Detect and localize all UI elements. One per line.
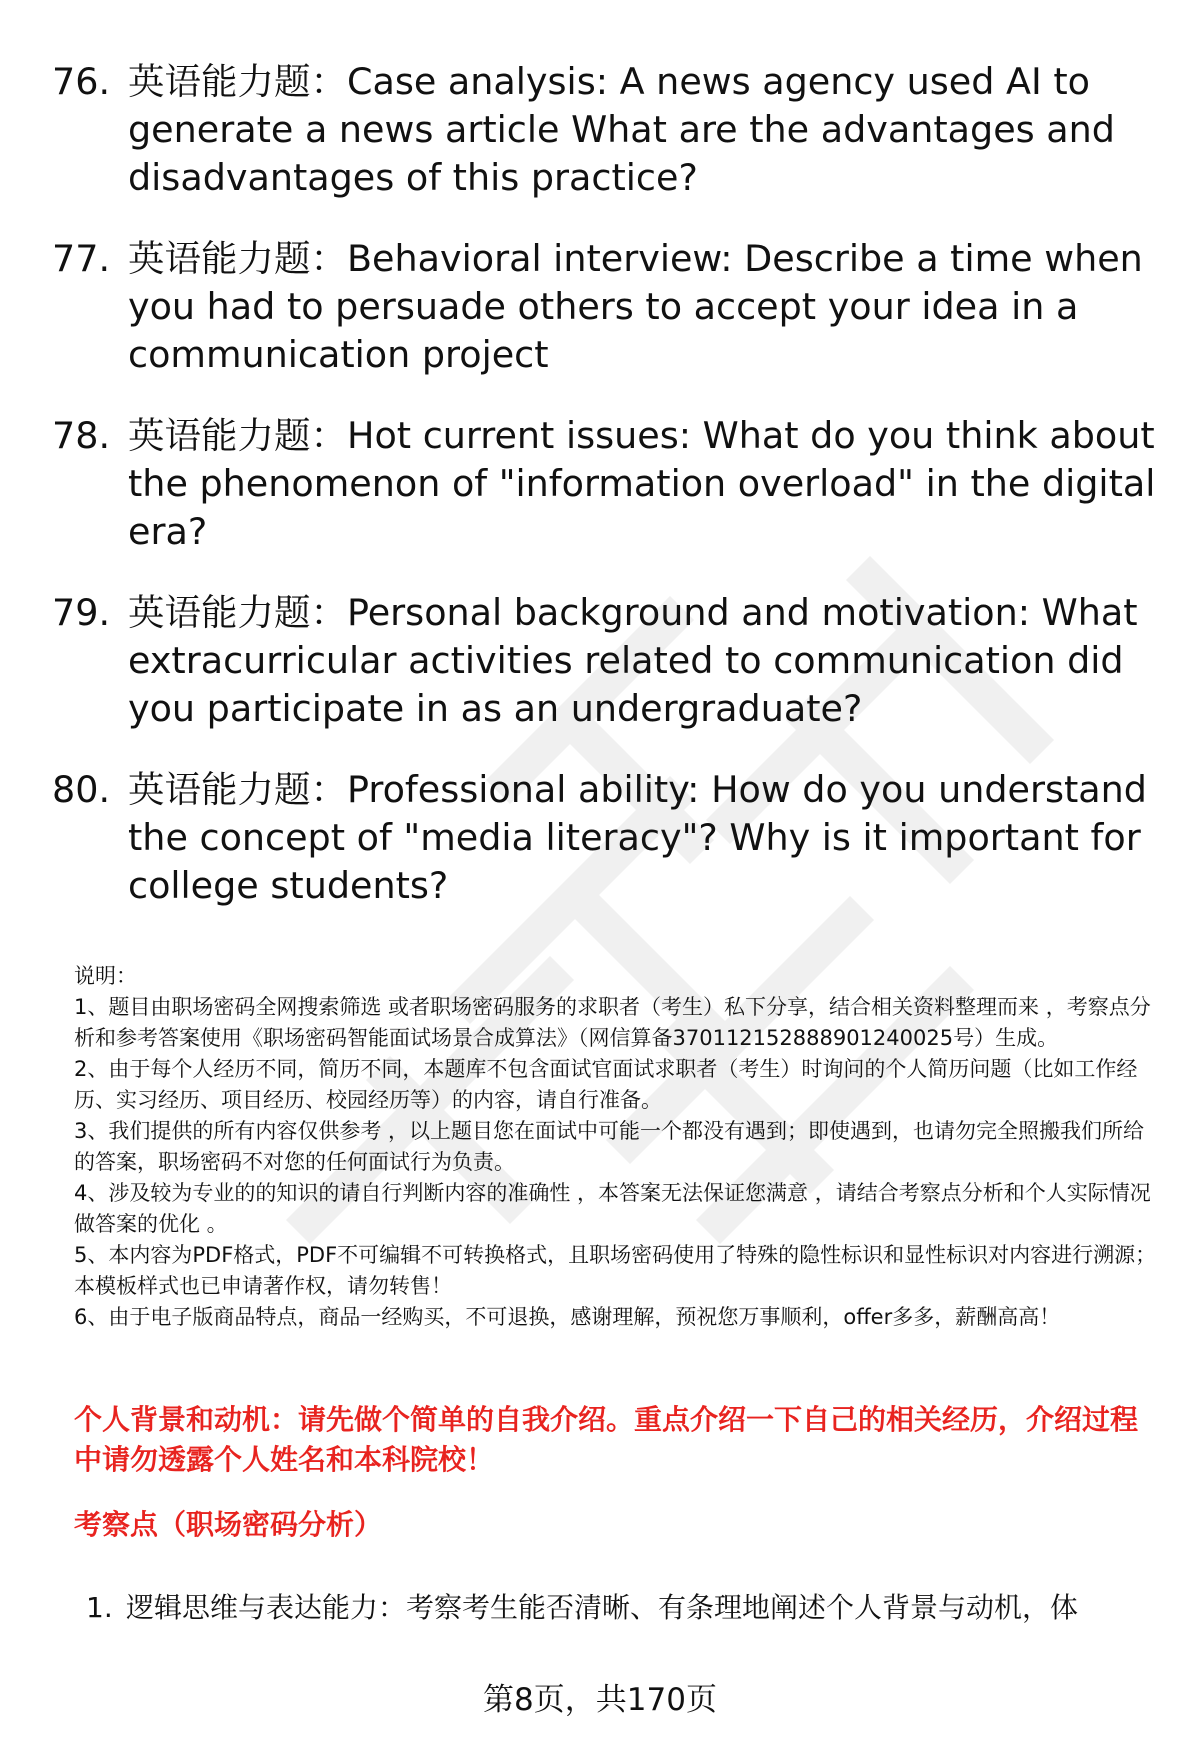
note-item: 6、由于电子版商品特点，商品一经购买，不可退换，感谢理解，预祝您万事顺利，offer多多，薪酬高高！ (74, 1305, 1061, 1329)
question-number: 79. (52, 591, 111, 634)
point-text: 逻辑思维与表达能力：考察考生能否清晰、有条理地阐述个人背景与动机，体 (126, 1591, 1079, 1624)
point-number: 1. (86, 1591, 113, 1624)
note-item: 4、涉及较为专业的的知识的请自行判断内容的准确性 ，本答案无法保证您满意 ，请结合考察点分析和个人实际情况做答案的优化 。 (74, 1181, 1151, 1236)
question-number: 78. (52, 414, 111, 457)
question-item (52, 235, 1162, 379)
question-item (52, 766, 1162, 910)
question-item (52, 58, 1162, 202)
question-number: 80. (52, 768, 111, 811)
question-number: 76. (52, 60, 111, 103)
section-question-heading: 个人背景和动机：请先做个简单的自我介绍。重点介绍一下自己的相关经历，介绍过程中请勿透露个人姓名和本科院校！ (74, 1403, 1139, 1476)
analysis-point (86, 1588, 1166, 1628)
note-item: 3、我们提供的所有内容仅供参考 ，以上题目您在面试中可能一个都没有遇到；即使遇到，也请勿完全照搬我们所给的答案，职场密码不对您的任何面试行为负责。 (74, 1119, 1145, 1174)
question-text: 英语能力题：Behavioral interview: Describe a time when you had to persuade others to accept your idea in a communication project (128, 237, 1143, 376)
question-text: 英语能力题：Professional ability: How do you understand the concept of "media literacy"? Why is it important for college students? (128, 768, 1147, 907)
section-subheading: 考察点（职场密码分析） (74, 1508, 383, 1541)
disclaimer-notes (74, 961, 1159, 1333)
note-item: 2、由于每个人经历不同，简历不同，本题库不包含面试官面试求职者（考生）时询问的个人简历问题（比如工作经历、实习经历、项目经历、校园经历等）的内容，请自行准备。 (74, 1057, 1138, 1112)
question-item (52, 589, 1162, 733)
question-text: 英语能力题：Hot current issues: What do you think about the phenomenon of "information overload" in the digital era? (128, 414, 1156, 553)
notes-title: 说明： (74, 964, 137, 988)
question-item (52, 412, 1162, 556)
question-text: 英语能力题：Case analysis: A news agency used AI to generate a news article What are the advantages and disadvantages of this practice? (128, 60, 1115, 199)
question-text: 英语能力题：Personal background and motivation: What extracurricular activities related to communication did you participate in as an undergraduate? (128, 591, 1138, 730)
page-footer: 第8页，共170页 (483, 1682, 717, 1718)
note-item: 1、题目由职场密码全网搜索筛选 或者职场密码服务的求职者（考生）私下分享，结合相关资料整理而来 ，考察点分析和参考答案使用《职场密码智能面试场景合成算法》（网信算备370112152888901240025号）生成。 (74, 995, 1151, 1050)
note-item: 5、本内容为PDF格式，PDF不可编辑不可转换格式，且职场密码使用了特殊的隐性标识和显性标识对内容进行溯源；本模板样式也已申请著作权，请勿转售！ (74, 1243, 1157, 1298)
question-list (52, 58, 1162, 943)
question-number: 77. (52, 237, 111, 280)
